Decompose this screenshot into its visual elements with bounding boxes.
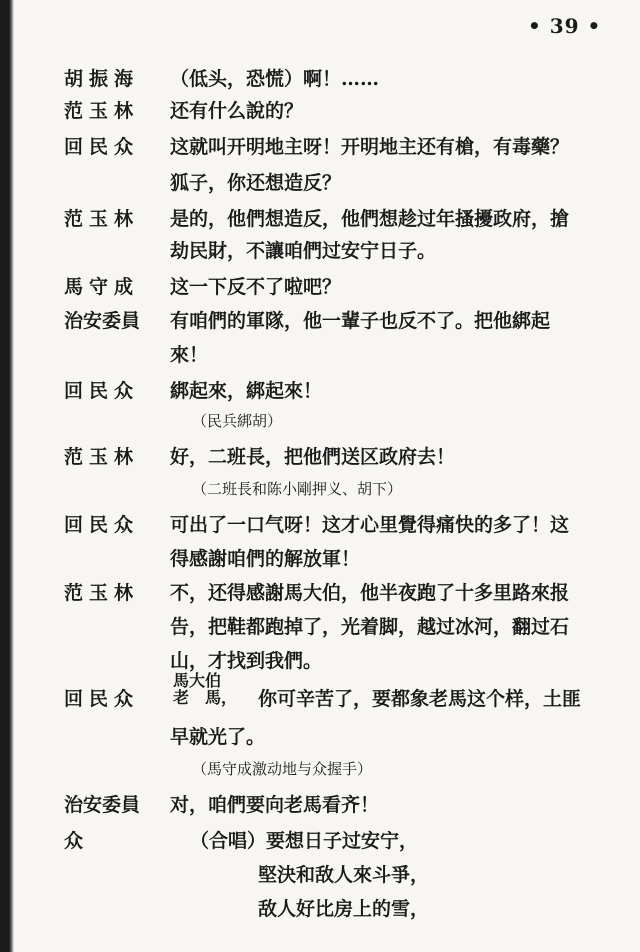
dialogue-line: 有咱們的軍隊，他一輩子也反不了。把他綁起 bbox=[170, 310, 551, 332]
speaker-name: 范玉林 bbox=[64, 446, 140, 468]
dialogue-line: 劫民財，不讓咱們过安宁日子。 bbox=[170, 240, 437, 262]
dialogue-line: 你可辛苦了，要都象老馬这个样，土匪 bbox=[258, 688, 582, 710]
dialogue-line: 不，还得感謝馬大伯，他半夜跑了十多里路來报 bbox=[170, 582, 570, 604]
dialogue-line: 好，二班長，把他們送区政府去！ bbox=[170, 446, 456, 468]
song-line: （合唱）要想日子过安宁， bbox=[190, 830, 419, 852]
speaker-name: 回民众 bbox=[64, 514, 140, 536]
stacked-name-upper: 馬大伯 bbox=[173, 671, 222, 690]
speaker-name: 胡振海 bbox=[64, 68, 140, 90]
dialogue-line: 告，把鞋都跑掉了，光着脚，越过冰河，翻过石 bbox=[170, 616, 570, 638]
dialogue-line: 狐子，你还想造反？ bbox=[170, 172, 342, 194]
dialogue-line: 山，才找到我們。 bbox=[170, 650, 323, 672]
speaker-name: 治安委員 bbox=[64, 794, 141, 816]
dialogue-line: 是的，他們想造反，他們想趁过年搔擾政府，搶 bbox=[170, 208, 570, 230]
speaker-name: 回民众 bbox=[64, 136, 140, 158]
dialogue-line: （低头，恐慌）啊！…… bbox=[170, 68, 380, 90]
speaker-name: 众 bbox=[64, 830, 84, 852]
page-number: • 39 • bbox=[528, 14, 602, 38]
stage-direction: （民兵綁胡） bbox=[192, 412, 283, 430]
dialogue-line: 这一下反不了啦吧？ bbox=[170, 276, 342, 298]
speaker-name: 馬守成 bbox=[64, 276, 140, 298]
dialogue-line: 可出了一口气呀！这才心里覺得痛快的多了！这 bbox=[170, 514, 570, 536]
dialogue-line: 这就叫开明地主呀！开明地主还有槍，有毒藥？ bbox=[170, 136, 570, 158]
stacked-address bbox=[173, 672, 237, 706]
stacked-name-lower: 老 馬， bbox=[173, 688, 238, 707]
speaker-name: 治安委員 bbox=[64, 310, 141, 332]
dialogue-line: 早就光了。 bbox=[170, 726, 266, 748]
speaker-name: 范玉林 bbox=[64, 100, 140, 122]
song-line: 堅決和敌人來斗爭， bbox=[258, 864, 430, 886]
speaker-name: 回民众 bbox=[64, 380, 140, 402]
speaker-name: 回民众 bbox=[64, 688, 140, 710]
speaker-name: 范玉林 bbox=[64, 582, 140, 604]
stage-direction: （馬守成激动地与众握手） bbox=[192, 760, 373, 778]
stage-direction: （二班長和陈小剛押义、胡下） bbox=[192, 480, 403, 498]
speaker-name: 范玉林 bbox=[64, 208, 140, 230]
dialogue-line: 还有什么說的？ bbox=[170, 100, 304, 122]
dialogue-line: 对，咱們要向老馬看齐！ bbox=[170, 794, 380, 816]
dialogue-line: 來！ bbox=[170, 344, 209, 366]
dialogue-line: 綁起來，綁起來！ bbox=[170, 380, 323, 402]
dialogue-line: 得感謝咱們的解放軍！ bbox=[170, 548, 361, 570]
song-line: 敌人好比房上的雪， bbox=[258, 898, 430, 920]
page-binding-edge bbox=[0, 0, 14, 952]
